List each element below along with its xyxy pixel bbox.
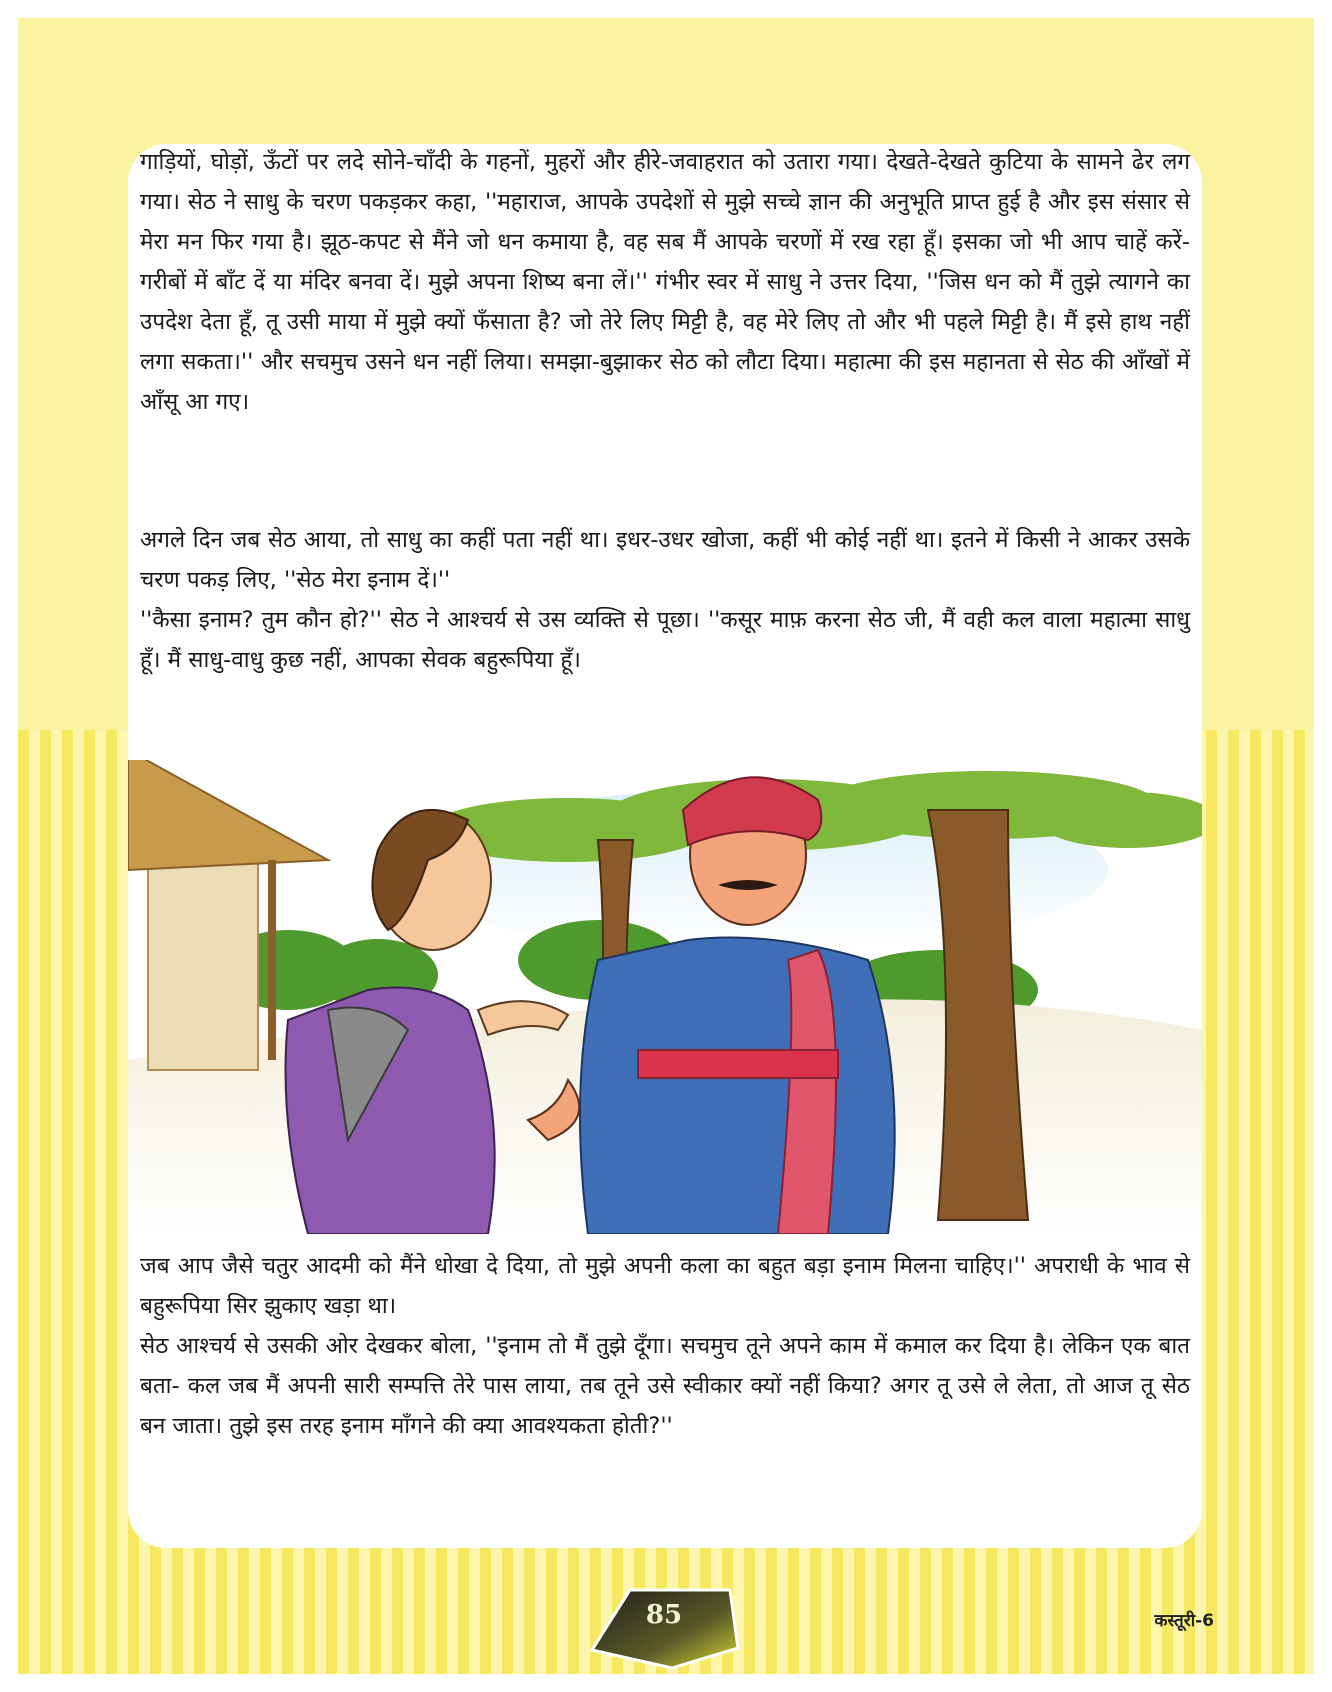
- book-title: कस्तूरी-6: [1154, 1611, 1214, 1631]
- paragraph-5: सेठ आश्चर्य से उसकी ओर देखकर बोला, ''इनाम तो मैं तुझे दूँगा। सचमुच तूने अपने काम में कमाल कर दिया है। लेकिन एक बात बता- कल जब मैं अपनी सारी सम्पत्ति तेरे पास लाया, तब तूने उसे स्वीकार क्यों नहीं किया? अगर तू उसे ले लेता, तो आज तू सेठ बन जाता। तुझे इस तरह इनाम माँगने की क्या आवश्यकता होती?'': [140, 1333, 1190, 1439]
- page-number: 85: [645, 1600, 683, 1630]
- paragraph-2: अगले दिन जब सेठ आया, तो साधु का कहीं पता नहीं था। इधर-उधर खोजा, कहीं भी कोई नहीं था। इतने में किसी ने आकर उसके चरण पकड़ लिए, ''सेठ मेरा इनाम दें।'': [140, 527, 1190, 593]
- story-illustration: [128, 760, 1202, 1234]
- paragraph-3: ''कैसा इनाम? तुम कौन हो?'' सेठ ने आश्चर्य से उस व्यक्ति से पूछा। ''कसूर माफ़ करना सेठ जी, मैं वही कल वाला महात्मा साधु हूँ। मैं साधु-वाधु कुछ नहीं, आपका सेवक बहुरूपिया हूँ।: [140, 607, 1190, 673]
- paragraph-1: गाड़ियों, घोड़ों, ऊँटों पर लदे सोने-चाँदी के गहनों, मुहरों और हीरे-जवाहरात को उतारा गया। देखते-देखते कुटिया के सामने ढेर लग गया। सेठ ने साधु के चरण पकड़कर कहा, ''महाराज, आपके उपदेशों से मुझे सच्चे ज्ञान की अनुभूति प्राप्त हुई है और इस संसार से मेरा मन फिर गया है। झूठ-कपट से मैंने जो धन कमाया है, वह सब मैं आपके चरणों में रख रहा हूँ। इसका जो भी आप चाहें करें- गरीबों में बाँट दें या मंदिर बनवा दें। मुझे अपना शिष्य बना लें।'' गंभीर स्वर में साधु ने उत्तर दिया, ''जिस धन को मैं तुझे त्यागने का उपदेश देता हूँ, तू उसी माया में मुझे क्यों फँसाता है? जो तेरे लिए मिट्टी है, वह मेरे लिए तो और भी पहले मिट्टी है। मैं इसे हाथ नहीं लगा सकता।'' और सचमुच उसने धन नहीं लिया। समझा-बुझाकर सेठ को लौटा दिया। महात्मा की इस महानता से सेठ की आँखों में आँसू आ गए।: [140, 149, 1190, 415]
- paragraph-4: जब आप जैसे चतुर आदमी को मैंने धोखा दे दिया, तो मुझे अपनी कला का बहुत बड़ा इनाम मिलना चाहिए।'' अपराधी के भाव से बहुरूपिया सिर झुकाए खड़ा था।: [140, 1253, 1190, 1319]
